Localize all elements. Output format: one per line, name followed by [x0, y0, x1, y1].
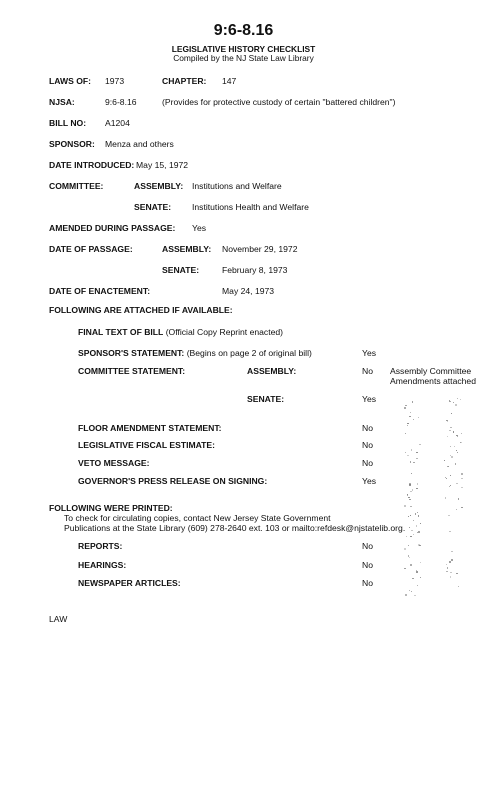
final-text-note: (Official Copy Reprint enacted) — [165, 327, 284, 337]
scan-speck — [404, 407, 406, 408]
scan-speck — [447, 436, 448, 437]
committee-senate-label: SENATE: — [134, 202, 172, 212]
scan-speck — [410, 536, 412, 537]
governor-release-value: Yes — [362, 476, 377, 486]
reports-value: No — [362, 541, 373, 551]
scan-speck — [411, 530, 413, 531]
footer-law-label: LAW — [49, 614, 68, 624]
hearings-label: HEARINGS: — [78, 560, 127, 570]
fiscal-estimate-label: LEGISLATIVE FISCAL ESTIMATE: — [78, 440, 216, 450]
checklist-subtitle: LEGISLATIVE HISTORY CHECKLIST — [171, 44, 316, 54]
passage-assembly-value: November 29, 1972 — [222, 244, 298, 254]
scan-speck — [416, 570, 417, 571]
scan-speck — [407, 455, 409, 456]
scan-speck — [404, 505, 406, 507]
scan-speck — [413, 534, 414, 536]
scan-speck — [416, 488, 418, 489]
cs-assembly-note-line-1: Assembly Committee — [390, 366, 472, 376]
scan-speck — [456, 483, 458, 484]
scan-speck — [407, 425, 408, 426]
scan-speck — [405, 452, 406, 453]
cs-assembly-label: ASSEMBLY: — [247, 366, 297, 376]
scan-speck — [445, 477, 446, 478]
scan-speck — [415, 513, 417, 515]
scan-speck — [410, 506, 412, 507]
floor-amendment-label: FLOOR AMENDMENT STATEMENT: — [78, 423, 222, 433]
scan-speck — [457, 398, 458, 399]
chapter-label: CHAPTER: — [162, 76, 207, 86]
final-text-label: FINAL TEXT OF BILL — [78, 327, 164, 337]
scan-speck — [461, 433, 463, 434]
scan-speck — [444, 460, 445, 462]
scan-speck — [450, 427, 452, 428]
sponsor-statement-row — [78, 348, 312, 358]
sponsor-statement-note: (Begins on page 2 of original bill) — [186, 348, 312, 358]
scan-noise — [396, 395, 466, 605]
scan-speck — [412, 489, 413, 491]
date-of-passage-label: DATE OF PASSAGE: — [49, 244, 133, 254]
scan-speck — [410, 515, 411, 516]
scan-speck — [461, 507, 463, 509]
sponsor-statement-label: SPONSOR'S STATEMENT: — [78, 348, 185, 358]
scan-speck — [460, 399, 461, 401]
floor-amendment-value: No — [362, 423, 373, 433]
scan-speck — [419, 545, 421, 546]
date-of-enactment-label: DATE OF ENACTEMENT: — [49, 286, 151, 296]
committee-statement-label: COMMITTEE STATEMENT: — [78, 366, 186, 376]
scan-speck — [419, 444, 421, 445]
scan-speck — [405, 594, 407, 596]
scan-speck — [413, 520, 414, 521]
newspaper-articles-value: No — [362, 578, 373, 588]
scan-speck — [420, 523, 421, 524]
scan-speck — [418, 417, 419, 418]
scan-speck — [411, 473, 412, 474]
printed-heading: FOLLOWING WERE PRINTED: — [49, 503, 173, 513]
scan-speck — [418, 515, 419, 516]
scan-speck — [408, 545, 409, 546]
printed-note-line-1: To check for circulating copies, contact New Jersey State Government — [64, 513, 331, 523]
scan-speck — [420, 577, 421, 578]
scan-speck — [453, 431, 454, 433]
scan-speck — [404, 568, 406, 570]
scan-speck — [458, 586, 459, 587]
scan-speck — [413, 419, 414, 420]
scan-speck — [461, 487, 463, 488]
scan-speck — [456, 509, 457, 510]
scan-speck — [449, 430, 451, 431]
scan-speck — [449, 531, 451, 532]
passage-senate-label: SENATE: — [162, 265, 200, 275]
scan-speck — [451, 413, 452, 414]
scan-speck — [416, 452, 418, 454]
scan-speck — [447, 421, 448, 423]
scan-speck — [461, 478, 462, 480]
scan-speck — [457, 452, 459, 453]
fiscal-estimate-value: No — [362, 440, 373, 450]
scan-speck — [414, 595, 416, 596]
scan-speck — [446, 564, 447, 565]
cs-assembly-note-line-2: Amendments attached — [390, 376, 476, 386]
scan-speck — [449, 486, 450, 487]
scan-speck — [456, 435, 458, 437]
sponsor-statement-value: Yes — [362, 348, 377, 358]
committee-assembly-label: ASSEMBLY: — [134, 181, 184, 191]
scan-speck — [417, 532, 418, 533]
scan-speck — [450, 455, 451, 456]
scan-speck — [446, 571, 447, 573]
scan-speck — [409, 527, 411, 529]
compiled-by: Compiled by the NJ State Law Library — [173, 53, 314, 63]
scan-speck — [409, 590, 411, 591]
date-introduced-label: DATE INTRODUCED: — [49, 160, 135, 170]
scan-speck — [408, 516, 409, 517]
scan-speck — [460, 442, 461, 444]
scan-speck — [450, 485, 451, 486]
scan-speck — [449, 561, 451, 563]
scan-speck — [413, 462, 414, 463]
scan-speck — [451, 551, 453, 552]
scan-speck — [451, 559, 453, 561]
scan-speck — [456, 450, 457, 451]
scan-speck — [407, 423, 409, 424]
date-of-enactment-value: May 24, 1973 — [222, 286, 275, 296]
cs-senate-value: Yes — [362, 394, 377, 404]
scan-speck — [458, 498, 459, 500]
scan-speck — [407, 494, 408, 495]
scan-speck — [409, 416, 410, 417]
scan-speck — [450, 401, 451, 402]
sponsor-label: SPONSOR: — [49, 139, 95, 149]
scan-speck — [405, 433, 406, 434]
scan-speck — [411, 449, 412, 451]
njsa-value: 9:6-8.16 — [105, 97, 137, 107]
scan-speck — [448, 515, 450, 516]
printed-note-line-2: Publications at the State Library (609) 278-2640 ext. 103 or mailto:refdesk@njstatelib.org. — [64, 523, 406, 533]
scan-speck — [409, 557, 410, 558]
date-introduced-value: May 15, 1972 — [136, 160, 189, 170]
scan-speck — [450, 446, 451, 447]
committee-assembly-value: Institutions and Welfare — [192, 181, 282, 191]
scan-speck — [416, 525, 417, 527]
bill-no-label: BILL NO: — [49, 118, 87, 128]
scan-speck — [418, 531, 419, 533]
scan-speck — [417, 585, 418, 587]
scan-speck — [457, 436, 459, 437]
scan-speck — [456, 573, 457, 574]
scan-speck — [410, 491, 412, 493]
scan-speck — [410, 412, 411, 413]
sponsor-value: Menza and others — [105, 139, 174, 149]
amended-label: AMENDED DURING PASSAGE: — [49, 223, 176, 233]
scan-speck — [455, 463, 456, 464]
scan-speck — [445, 497, 446, 499]
scan-speck — [405, 405, 406, 407]
cs-assembly-value: No — [362, 366, 373, 376]
scan-speck — [410, 564, 412, 565]
final-text-row — [78, 327, 283, 337]
njsa-description: (Provides for protective custody of certain "battered children") — [162, 97, 396, 107]
scan-speck — [412, 578, 414, 579]
bill-no-value: A1204 — [105, 118, 130, 128]
veto-message-value: No — [362, 458, 373, 468]
scan-speck — [455, 404, 457, 406]
scan-speck — [417, 483, 419, 485]
scan-speck — [409, 499, 411, 500]
amended-value: Yes — [192, 223, 207, 233]
njsa-label: NJSA: — [49, 97, 75, 107]
scan-speck — [450, 572, 452, 573]
attached-heading: FOLLOWING ARE ATTACHED IF AVAILABLE: — [49, 305, 233, 315]
laws-of-label: LAWS OF: — [49, 76, 92, 86]
chapter-value: 147 — [222, 76, 237, 86]
scan-speck — [420, 562, 422, 563]
passage-senate-value: February 8, 1973 — [222, 265, 288, 275]
scan-speck — [461, 473, 463, 475]
veto-message-label: VETO MESSAGE: — [78, 458, 150, 468]
scan-speck — [454, 446, 455, 447]
scan-speck — [408, 555, 409, 557]
scan-speck — [406, 536, 407, 537]
scan-speck — [446, 478, 447, 479]
committee-senate-value: Institutions Health and Welfare — [192, 202, 309, 212]
laws-of-value: 1973 — [105, 76, 125, 86]
scan-speck — [410, 461, 411, 463]
hearings-value: No — [362, 560, 373, 570]
committee-label: COMMITTEE: — [49, 181, 104, 191]
passage-assembly-label: ASSEMBLY: — [162, 244, 212, 254]
scan-speck — [416, 571, 418, 573]
scan-speck — [448, 466, 450, 467]
scan-speck — [417, 512, 419, 513]
reports-label: REPORTS: — [78, 541, 123, 551]
newspaper-articles-label: NEWSPAPER ARTICLES: — [78, 578, 181, 588]
page-title: 9:6-8.16 — [213, 22, 274, 39]
scan-speck — [411, 591, 412, 592]
scan-speck — [416, 458, 418, 459]
scan-speck — [450, 576, 452, 578]
scan-speck — [409, 483, 411, 484]
cs-senate-label: SENATE: — [247, 394, 285, 404]
scan-speck — [404, 548, 406, 550]
scan-speck — [412, 401, 414, 403]
scan-speck — [447, 567, 448, 569]
scan-speck — [451, 456, 453, 457]
governor-release-label: GOVERNOR'S PRESS RELEASE ON SIGNING: — [78, 476, 268, 486]
scan-speck — [450, 475, 451, 476]
